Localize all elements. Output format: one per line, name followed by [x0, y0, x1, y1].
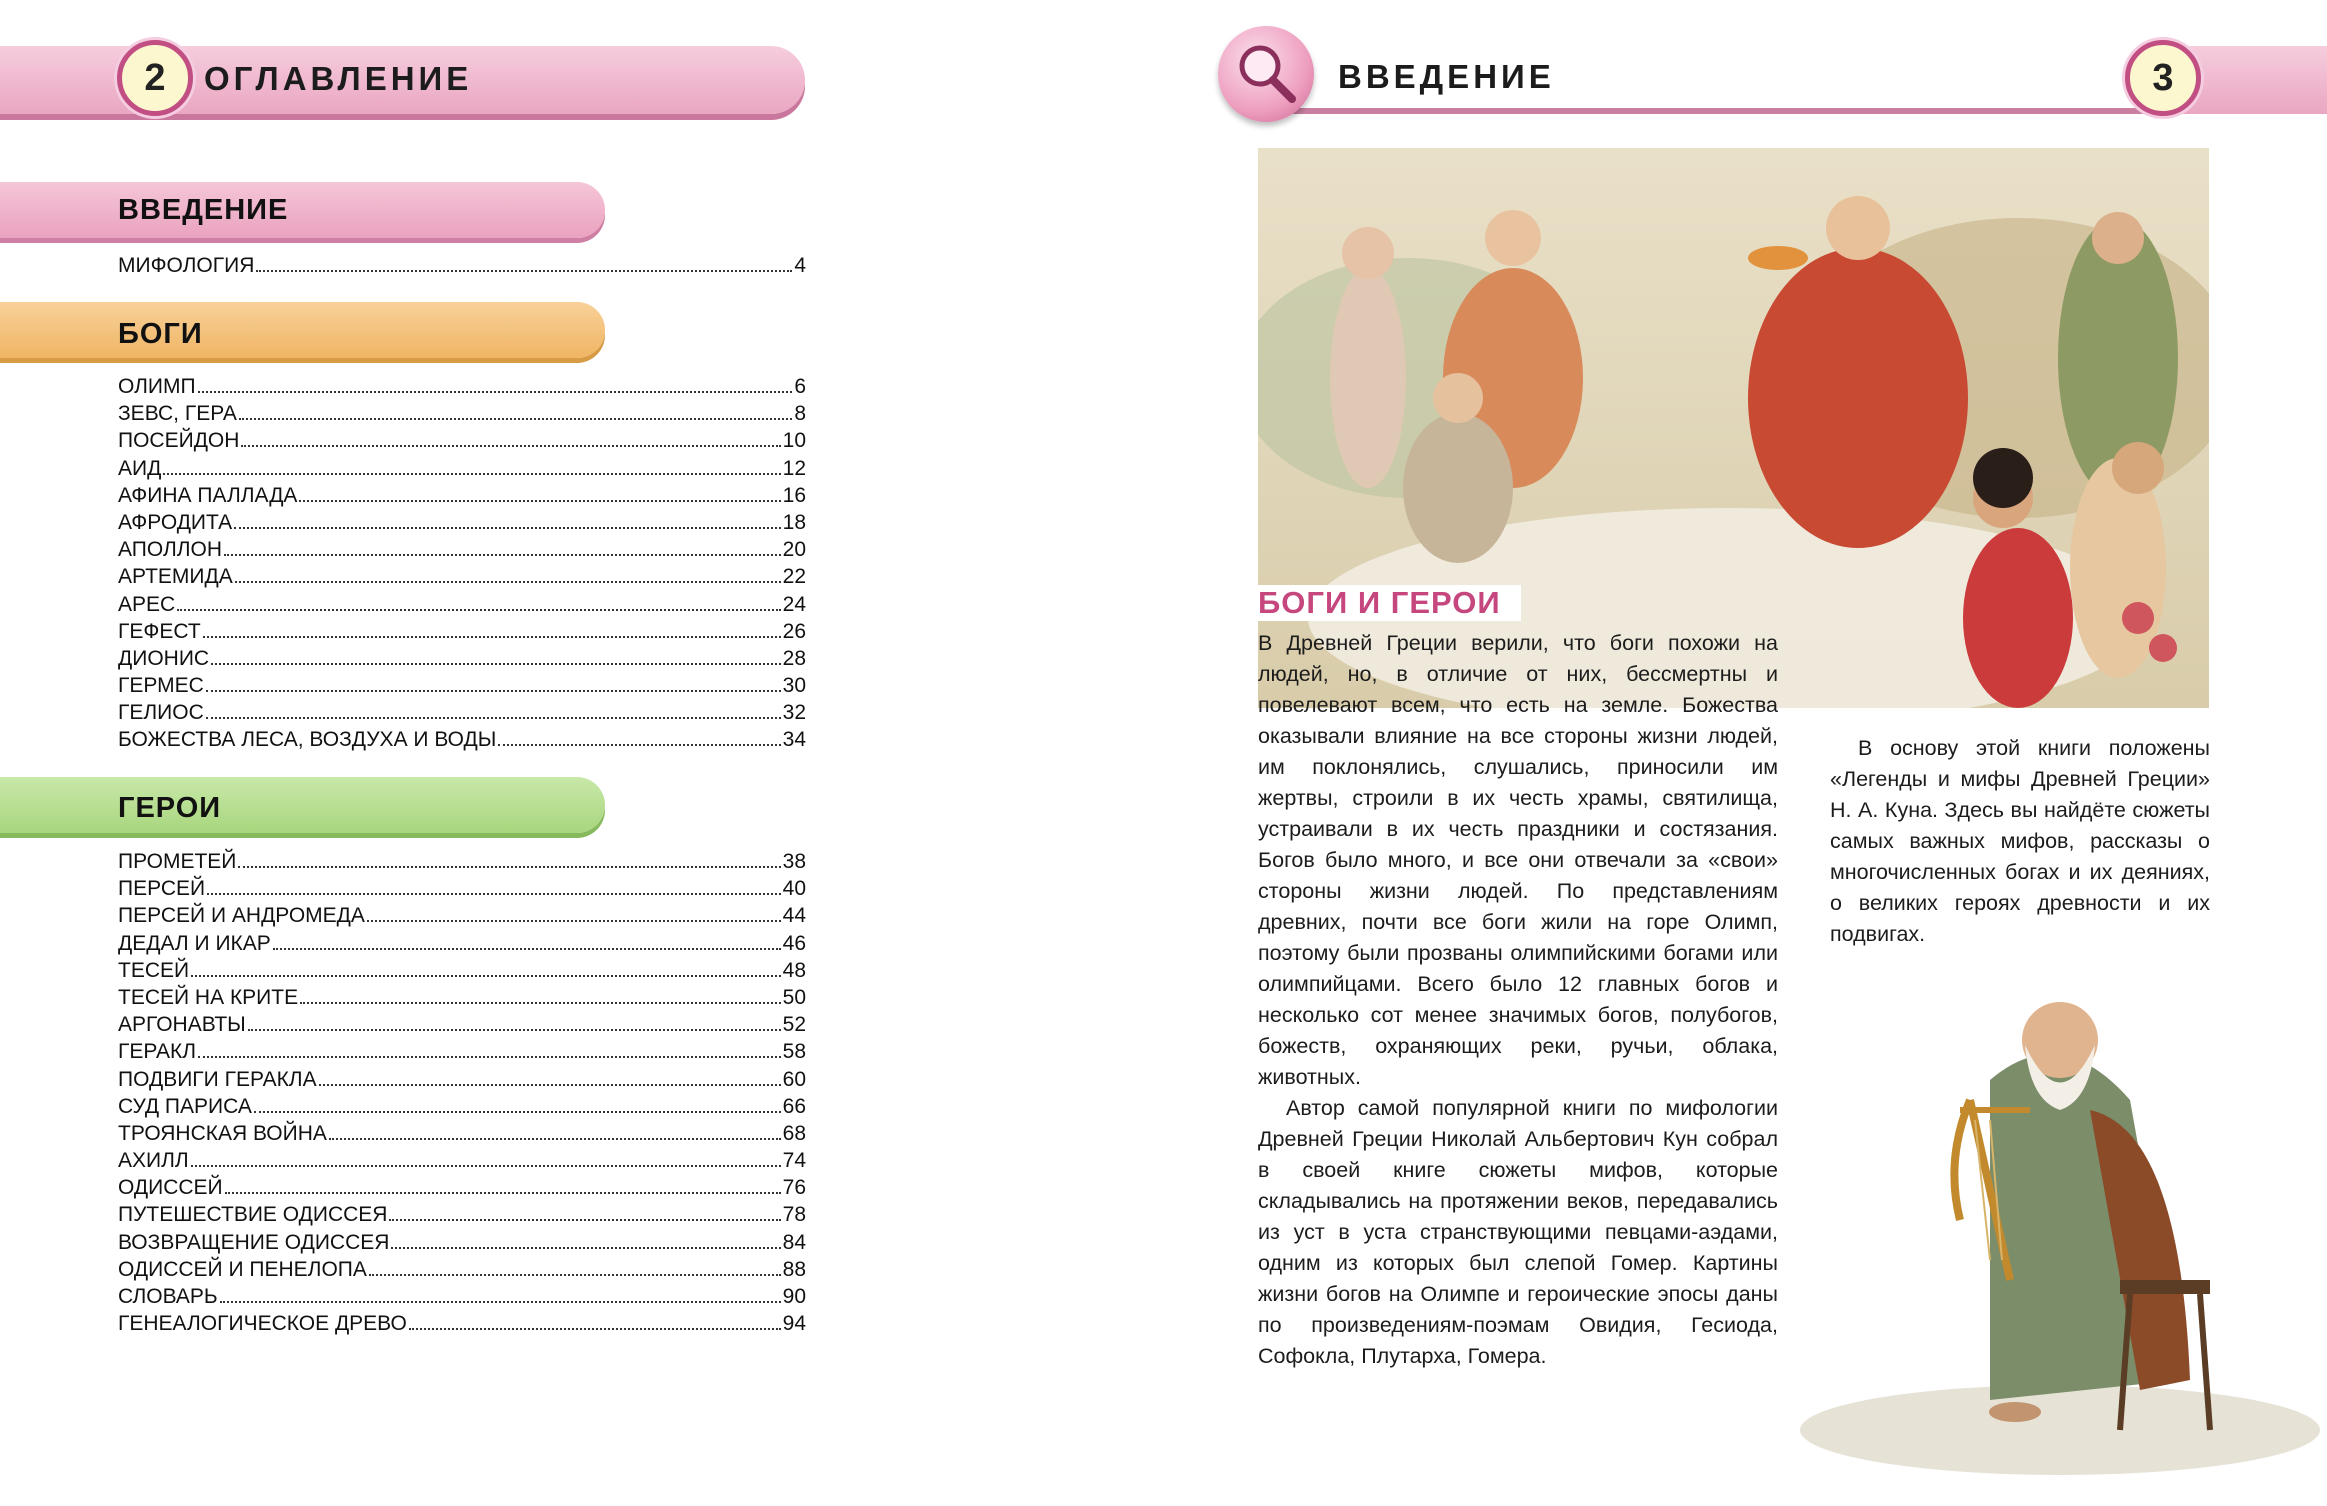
toc-entry-page: 20	[782, 538, 806, 562]
toc-entry-label: ТЕСЕЙ НА КРИТЕ	[118, 985, 299, 1009]
toc-entry-page: 94	[782, 1312, 806, 1336]
toc-entry-page: 40	[782, 877, 806, 901]
toc-entry-label: ГЕЛИОС	[118, 701, 204, 725]
toc-entry[interactable]	[118, 875, 806, 902]
toc-leader-dots	[235, 581, 781, 583]
toc-leader-dots	[211, 663, 781, 665]
toc-entry-page: 6	[794, 375, 806, 398]
toc-entry[interactable]	[118, 400, 806, 427]
page-number: 2	[144, 56, 166, 99]
toc-leader-dots	[389, 1219, 780, 1221]
toc-entry[interactable]	[118, 509, 806, 536]
painting-scene	[1258, 148, 2209, 708]
toc-leader-dots	[220, 1301, 781, 1303]
section-bar-gods	[0, 302, 605, 358]
toc-entry[interactable]	[118, 591, 806, 618]
toc-entry-label: ЗЕВС, ГЕРА	[118, 402, 237, 426]
toc-leader-dots	[225, 1192, 781, 1194]
toc-entry-label: ПОСЕЙДОН	[118, 429, 240, 453]
toc-leader-dots	[191, 975, 781, 977]
toc-leader-dots	[254, 1111, 781, 1113]
toc-leader-dots	[238, 866, 780, 868]
toc-entry-page: 32	[782, 701, 806, 725]
intro-title: ВВЕДЕНИЕ	[1338, 58, 1555, 95]
toc-entry-label: СЛОВАРЬ	[118, 1285, 218, 1308]
toc-entry-label: ГЕРМЕС	[118, 674, 204, 698]
toc-entry-label: ТЕСЕЙ	[118, 958, 190, 982]
toc-entry[interactable]	[118, 1120, 806, 1147]
toc-leader-dots	[241, 445, 780, 447]
toc-entry-page: 26	[782, 619, 806, 643]
toc-entry-page: 28	[782, 646, 806, 670]
section-bar-heroes	[0, 777, 605, 833]
toc-entry[interactable]	[118, 1011, 806, 1038]
toc-leader-dots	[191, 1165, 781, 1167]
toc-leader-dots	[409, 1328, 781, 1330]
toc-entry[interactable]	[118, 618, 806, 645]
toc-entry-label: ПРОМЕТЕЙ	[118, 850, 237, 873]
toc-list-heroes	[118, 848, 806, 1337]
toc-entry[interactable]	[118, 1256, 806, 1283]
toc-leader-dots	[234, 527, 780, 529]
toc-entry-page: 22	[782, 565, 806, 589]
toc-entry-page: 58	[782, 1040, 806, 1064]
toc-leader-dots	[224, 554, 781, 556]
toc-entry-page: 38	[782, 850, 806, 873]
toc-entry[interactable]	[118, 645, 806, 672]
toc-entry[interactable]	[118, 902, 806, 929]
toc-entry[interactable]	[118, 1174, 806, 1201]
magnifier-badge	[1218, 26, 1314, 122]
toc-entry-page: 90	[782, 1285, 806, 1308]
toc-entry-label: АФИНА ПАЛЛАДА	[118, 483, 298, 507]
toc-entry-label: ОДИССЕЙ И ПЕНЕЛОПА	[118, 1257, 367, 1281]
toc-leader-dots	[163, 473, 780, 475]
homer-illustration	[1760, 960, 2320, 1480]
toc-leader-dots	[273, 948, 781, 950]
toc-leader-dots	[319, 1084, 781, 1086]
toc-entry-label: ПЕРСЕЙ	[118, 877, 206, 901]
toc-list-introduction	[118, 252, 806, 279]
toc-entry-page: 4	[794, 254, 806, 277]
side-text-column	[1830, 733, 2210, 950]
toc-entry-label: ДИОНИС	[118, 646, 210, 670]
toc-entry-page: 44	[782, 904, 806, 928]
toc-entry-label: АРГОНАВТЫ	[118, 1013, 246, 1037]
toc-entry[interactable]	[118, 1201, 806, 1228]
subheading: БОГИ И ГЕРОИ	[1258, 585, 1521, 621]
intro-paragraph: В Древней Греции верили, что боги похожи на людей, но, в отличие от них, бессмертны и повелевают всем, что есть на земле. Божества оказывали влияние на все стороны жизни людей, им поклонялись, слушались, приносили им жертвы, строили в их честь храмы, святилища, устраивали в их честь праздники и состязания. Богов было много, и все они отвечали за «свои» стороны жизни людей. По представлениям древних, почти все боги жили на горе Олимп, поэтому были прозваны олимпийскими богами или олимпийцами. Всего было 12 главных богов и несколько сот менее значимых богов, полубогов, божеств, охраняющих реки, ручьи, облака, животных.	[1258, 631, 1778, 1089]
toc-entry-page: 50	[782, 985, 806, 1009]
toc-entry[interactable]	[118, 1066, 806, 1093]
toc-entry-page: 60	[782, 1067, 806, 1091]
toc-entry-page: 34	[782, 728, 806, 752]
toc-entry-label: ДЕДАЛ И ИКАР	[118, 931, 271, 955]
toc-entry-page: 88	[782, 1257, 806, 1281]
toc-entry-page: 74	[782, 1149, 806, 1173]
toc-entry-label: ГЕНЕАЛОГИЧЕСКОЕ ДРЕВО	[118, 1312, 407, 1336]
toc-entry-page: 46	[782, 931, 806, 955]
toc-entry-label: АИД	[118, 456, 162, 480]
toc-entry-label: ТРОЯНСКАЯ ВОЙНА	[118, 1121, 327, 1145]
toc-entry[interactable]	[118, 1038, 806, 1065]
toc-entry-label: ГЕРАКЛ	[118, 1040, 197, 1064]
toc-leader-dots	[299, 500, 780, 502]
homer-figure	[1760, 960, 2320, 1480]
magnifier-icon	[1218, 26, 1314, 122]
toc-entry-page: 8	[794, 402, 806, 426]
toc-entry-label: АПОЛЛОН	[118, 538, 223, 562]
toc-leader-dots	[239, 418, 792, 420]
toc-entry[interactable]	[118, 672, 806, 699]
side-paragraph: В основу этой книги положены «Легенды и мифы Древней Греции» Н. А. Куна. Здесь вы найдёте сюжеты самых важных мифов, рассказы о многочисленных богах и их деяниях, о великих героях древности и их подвигах.	[1830, 736, 2210, 946]
page-number: 3	[2152, 56, 2174, 99]
toc-entry[interactable]	[118, 1283, 806, 1310]
toc-title: ОГЛАВЛЕНИЕ	[204, 60, 473, 97]
toc-entry-label: БОЖЕСТВА ЛЕСА, ВОЗДУХА И ВОДЫ	[118, 728, 497, 752]
toc-entry-label: АХИЛЛ	[118, 1149, 189, 1173]
toc-entry-label: ПУТЕШЕСТВИЕ ОДИССЕЯ	[118, 1203, 388, 1227]
toc-leader-dots	[206, 690, 781, 692]
toc-entry-label: ВОЗВРАЩЕНИЕ ОДИССЕЯ	[118, 1230, 390, 1254]
toc-leader-dots	[203, 636, 781, 638]
toc-entry-page: 30	[782, 674, 806, 698]
section-title: ВВЕДЕНИЕ	[118, 194, 289, 226]
toc-entry[interactable]	[118, 1147, 806, 1174]
toc-leader-dots	[207, 893, 781, 895]
toc-entry[interactable]	[118, 427, 806, 454]
toc-entry-label: СУД ПАРИСА	[118, 1094, 252, 1118]
toc-entry-page: 78	[782, 1203, 806, 1227]
toc-entry-label: ПОДВИГИ ГЕРАКЛА	[118, 1067, 317, 1091]
toc-entry[interactable]	[118, 563, 806, 590]
toc-leader-dots	[300, 1002, 781, 1004]
toc-entry[interactable]	[118, 930, 806, 957]
toc-entry[interactable]	[118, 957, 806, 984]
toc-entry[interactable]	[118, 536, 806, 563]
section-title: ГЕРОИ	[118, 792, 222, 824]
toc-entry[interactable]	[118, 699, 806, 726]
toc-entry-label: ПЕРСЕЙ И АНДРОМЕДА	[118, 904, 365, 928]
toc-entry[interactable]	[118, 1310, 806, 1337]
toc-list-gods	[118, 373, 806, 754]
toc-entry[interactable]	[118, 482, 806, 509]
toc-leader-dots	[329, 1138, 781, 1140]
gods-olympus-illustration	[1258, 148, 2209, 708]
toc-leader-dots	[177, 609, 780, 611]
toc-entry-label: МИФОЛОГИЯ	[118, 254, 255, 277]
toc-leader-dots	[498, 744, 780, 746]
toc-entry-page: 24	[782, 592, 806, 616]
toc-leader-dots	[198, 391, 793, 393]
section-title: БОГИ	[118, 318, 203, 350]
toc-leader-dots	[198, 1056, 781, 1058]
toc-entry[interactable]	[118, 984, 806, 1011]
toc-entry-page: 66	[782, 1094, 806, 1118]
toc-entry-page: 52	[782, 1013, 806, 1037]
page-number-badge	[117, 40, 193, 116]
page-number-badge	[2125, 40, 2201, 116]
toc-leader-dots	[256, 270, 792, 272]
toc-entry[interactable]	[118, 252, 806, 279]
toc-entry[interactable]	[118, 726, 806, 753]
toc-leader-dots	[369, 1274, 781, 1276]
toc-entry[interactable]	[118, 455, 806, 482]
toc-entry-label: АРЕС	[118, 592, 176, 616]
toc-entry-label: АФРОДИТА	[118, 510, 233, 534]
toc-entry-page: 68	[782, 1121, 806, 1145]
toc-entry-page: 16	[782, 483, 806, 507]
toc-entry-label: ОЛИМП	[118, 375, 196, 398]
section-bar-introduction	[0, 182, 605, 238]
toc-entry-page: 12	[782, 456, 806, 480]
toc-entry-page: 18	[782, 510, 806, 534]
toc-entry-page: 48	[782, 958, 806, 982]
toc-entry-label: АРТЕМИДА	[118, 565, 233, 589]
toc-entry[interactable]	[118, 1229, 806, 1256]
intro-paragraph: Автор самой популярной книги по мифологии Древней Греции Николай Альбертович Кун собрал в своей книге сюжеты мифов, которые складывались на протяжении веков, передавались из уст в уста странствующими певцами-аэдами, одним из которых был слепой Гомер. Картины жизни богов на Олимпе и героические эпосы даны по произведениям-поэмам Овидия, Гесиода, Софокла, Плутарха, Гомера.	[1258, 1096, 1778, 1368]
toc-leader-dots	[367, 920, 781, 922]
toc-entry[interactable]	[118, 1093, 806, 1120]
toc-entry-page: 10	[782, 429, 806, 453]
toc-leader-dots	[248, 1029, 781, 1031]
toc-entry-label: ОДИССЕЙ	[118, 1176, 223, 1200]
intro-text-column	[1258, 628, 1778, 1372]
toc-leader-dots	[391, 1247, 780, 1249]
toc-entry-page: 84	[782, 1230, 806, 1254]
toc-entry[interactable]	[118, 848, 806, 875]
toc-leader-dots	[206, 717, 781, 719]
toc-entry-label: ГЕФЕСТ	[118, 619, 201, 643]
toc-entry[interactable]	[118, 373, 806, 400]
toc-entry-page: 76	[782, 1176, 806, 1200]
